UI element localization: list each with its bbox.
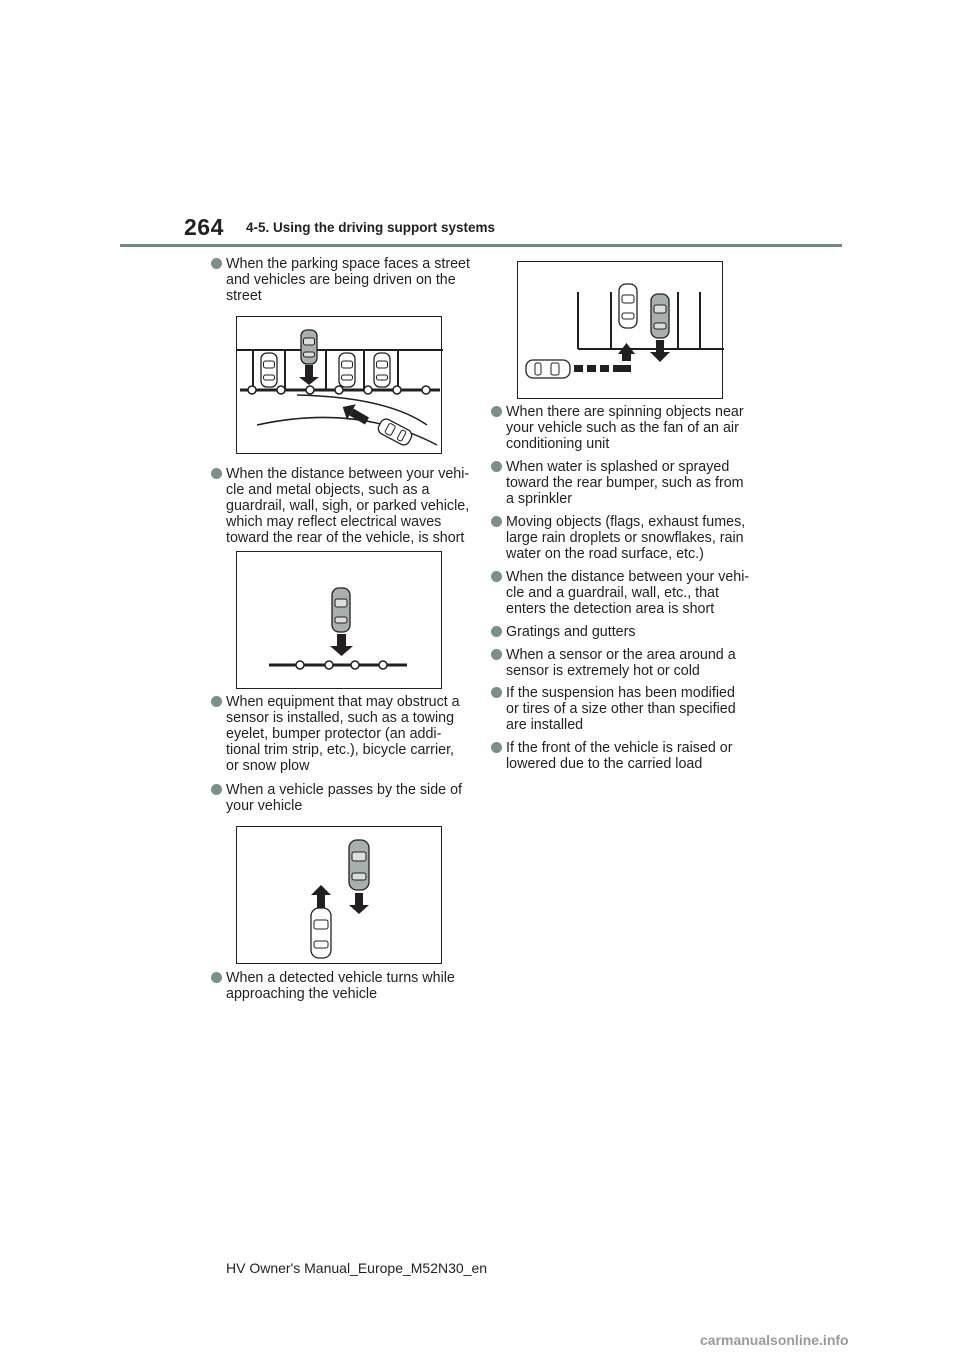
section-title: 4-5. Using the driving support systems	[246, 220, 496, 235]
bullet-item	[506, 740, 754, 772]
bullet-text: When the distance between your vehi- cle and metal objects, such as a guardrail, wall, sigh, or parked vehicle, which may reflect electrical waves toward the rear of the vehicle, is short	[226, 466, 470, 546]
manual-footer: HV Owner's Manual_Europe_M52N30_en	[226, 1260, 488, 1276]
bullet-text: If the suspension has been modified or tires of a size other than specified are installed	[506, 685, 736, 733]
bullet-item	[506, 647, 754, 679]
bullet-dot-icon	[491, 649, 502, 660]
figure-metal-objects	[236, 551, 442, 689]
bullet-text: When water is splashed or sprayed toward the rear bumper, such as from a sprinkler	[506, 459, 744, 507]
bullet-item	[226, 970, 474, 1002]
bullet-dot-icon	[211, 258, 222, 269]
bullet-item	[506, 514, 754, 562]
bullet-text: When a vehicle passes by the side of your vehicle	[226, 782, 463, 814]
bullet-text: If the front of the vehicle is raised or lowered due to the carried load	[506, 740, 733, 772]
bullet-dot-icon	[211, 972, 222, 983]
bullet-dot-icon	[491, 571, 502, 582]
figure-parking-street	[236, 316, 442, 454]
bullet-dot-icon	[491, 461, 502, 472]
bullet-dot-icon	[211, 696, 222, 707]
bullet-dot-icon	[491, 406, 502, 417]
bullet-item	[226, 466, 474, 546]
figure-passing-vehicle	[236, 826, 442, 964]
bullet-text: When the distance between your vehi- cle and a guardrail, wall, etc., that enters the detection area is short	[506, 569, 750, 617]
bullet-text: When a detected vehicle turns while approaching the vehicle	[226, 970, 455, 1002]
bullet-dot-icon	[491, 687, 502, 698]
bullet-item	[506, 459, 754, 507]
bullet-text: When the parking space faces a street and vehicles are being driven on the street	[226, 256, 470, 304]
figure-turning-vehicle	[517, 261, 723, 399]
bullet-dot-icon	[491, 626, 502, 637]
bullet-dot-icon	[211, 784, 222, 795]
bullet-text: Moving objects (flags, exhaust fumes, large rain droplets or snowflakes, rain water on the road surface, etc.)	[506, 514, 746, 562]
bullet-item	[226, 256, 474, 304]
bullet-item	[506, 569, 754, 617]
bullet-text: When equipment that may obstruct a sensor is installed, such as a towing eyelet, bumper protector (an addi- tional trim strip, etc.), bicycle carrier, or snow plow	[226, 694, 460, 774]
page-number: 264	[184, 214, 224, 240]
bullet-item	[506, 685, 754, 733]
bullet-item	[506, 624, 754, 640]
bullet-text: When there are spinning objects near your vehicle such as the fan of an air conditioning unit	[506, 404, 744, 452]
bullet-item	[226, 782, 474, 814]
bullet-text: When a sensor or the area around a sensor is extremely hot or cold	[506, 647, 736, 679]
bullet-item	[226, 694, 474, 774]
bullet-item	[506, 404, 754, 452]
bullet-dot-icon	[211, 468, 222, 479]
bullet-dot-icon	[491, 516, 502, 527]
bullet-dot-icon	[491, 742, 502, 753]
bullet-text: Gratings and gutters	[506, 624, 636, 640]
header-divider	[120, 244, 842, 247]
watermark: carmanualsonline.info	[700, 1332, 849, 1348]
